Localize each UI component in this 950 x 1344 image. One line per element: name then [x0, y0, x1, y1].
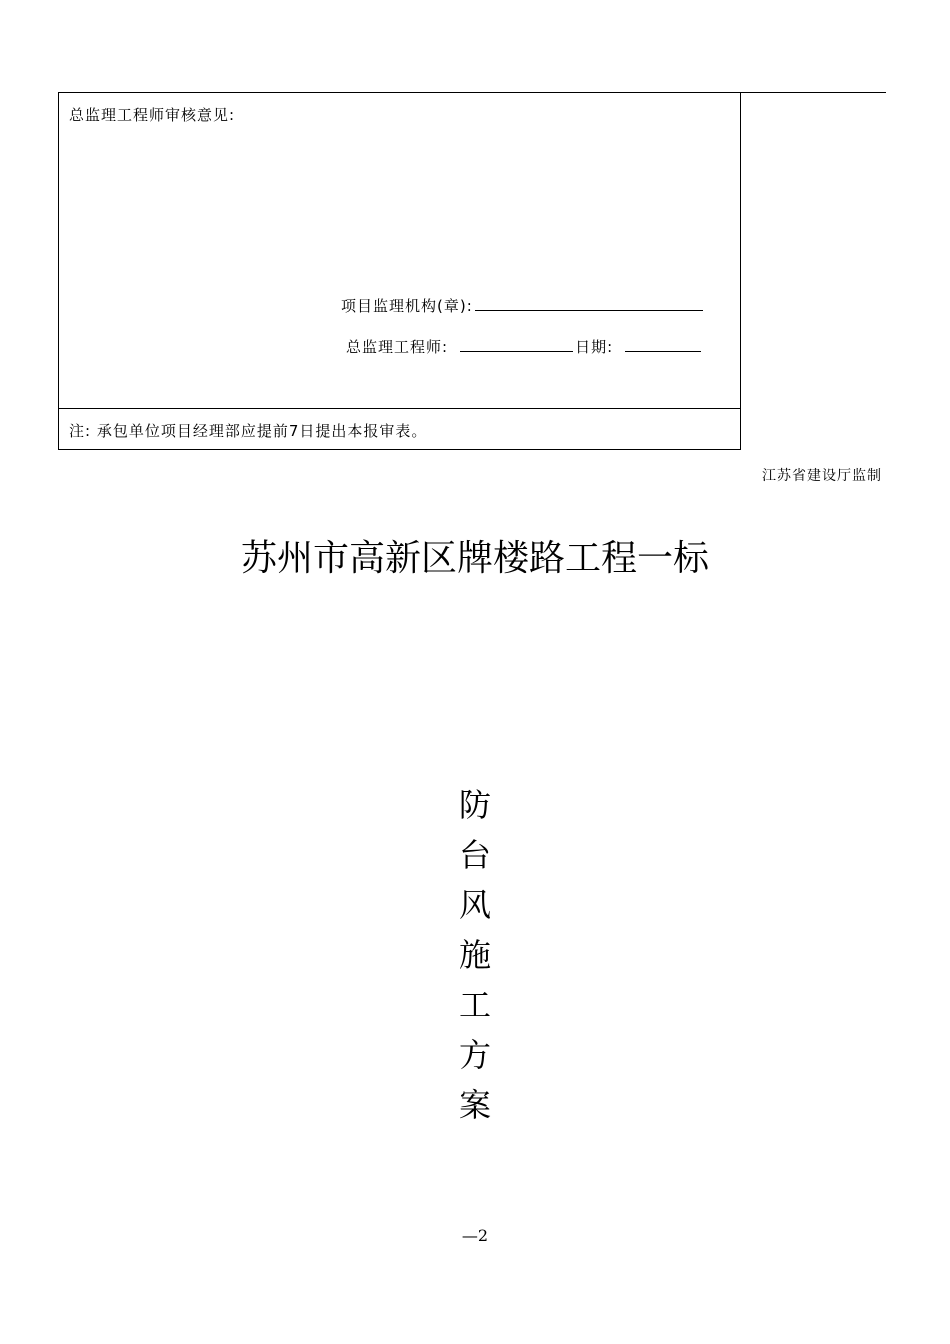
- doc-title-char: 施: [458, 936, 491, 974]
- doc-title-char: 台: [458, 836, 491, 874]
- top-right-rule: [740, 92, 886, 93]
- supervision-org-label: 项目监理机构(章):: [341, 297, 473, 315]
- doc-title-char: 方: [458, 1036, 491, 1074]
- doc-title-char: 风: [458, 886, 491, 924]
- chief-engineer-label: 总监理工程师:: [346, 338, 449, 356]
- document-title-vertical: [445, 780, 505, 1130]
- note-divider: [59, 408, 740, 409]
- doc-title-char: 工: [458, 986, 491, 1024]
- chief-engineer-blank[interactable]: [460, 336, 573, 352]
- doc-title-char: 防: [458, 786, 491, 824]
- chief-engineer-row: [346, 336, 701, 357]
- supervision-org-blank[interactable]: [475, 295, 703, 311]
- page-number: —2: [461, 1226, 489, 1245]
- date-blank[interactable]: [625, 336, 701, 352]
- doc-title-char: 案: [458, 1086, 491, 1124]
- review-form-box: [58, 92, 741, 450]
- project-title: 苏州市高新区牌楼路工程一标: [240, 538, 709, 579]
- issuer-label: 江苏省建设厅监制: [762, 468, 882, 484]
- opinion-label: 总监理工程师审核意见:: [69, 106, 236, 124]
- supervision-org-row: [341, 295, 703, 316]
- form-note: 注: 承包单位项目经理部应提前7日提出本报审表。: [69, 422, 428, 440]
- date-label: 日期:: [575, 338, 614, 356]
